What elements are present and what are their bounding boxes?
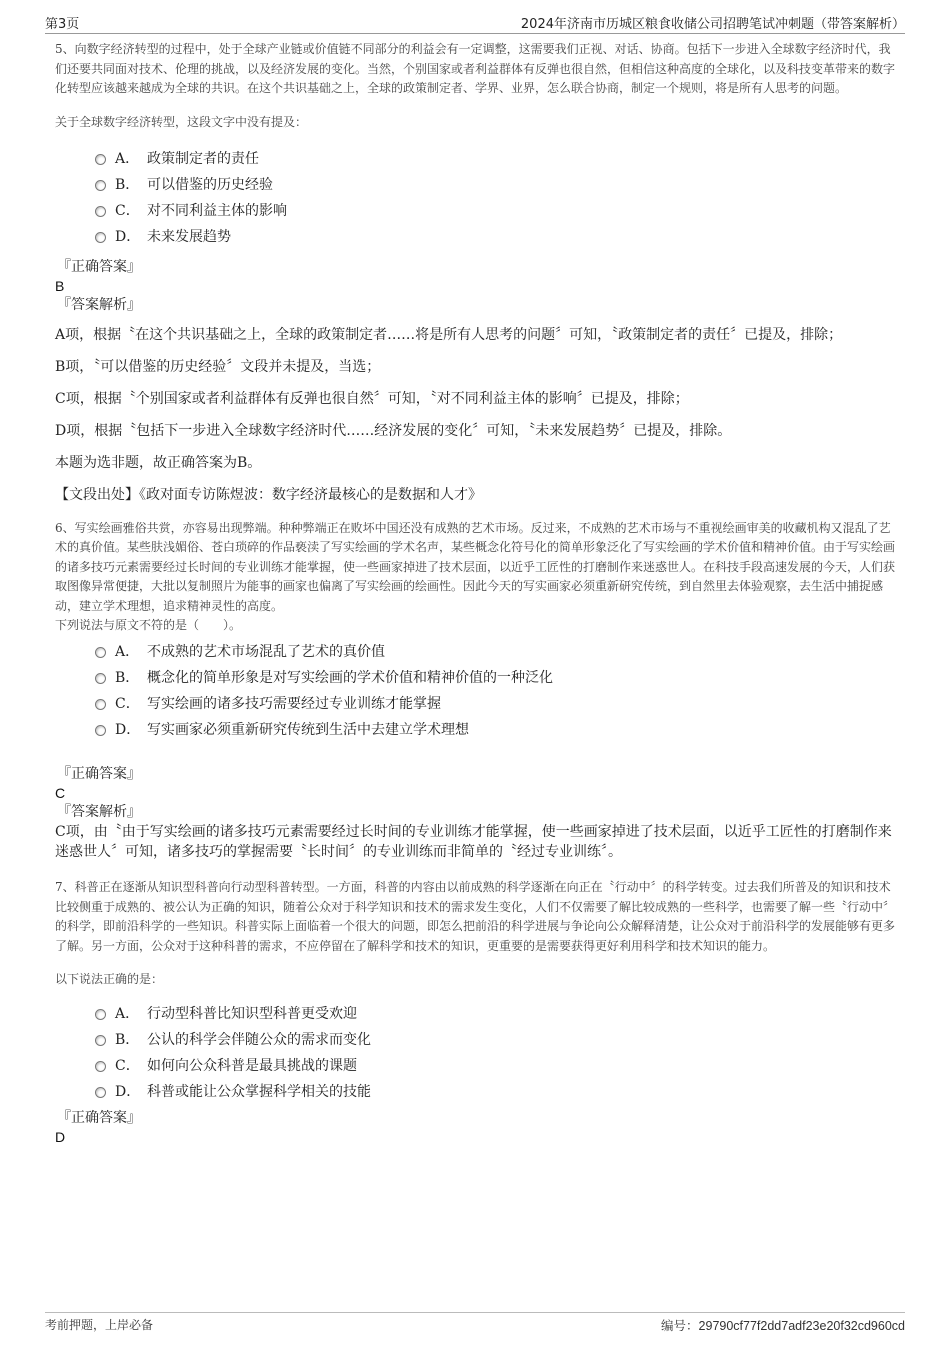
page-content	[55, 40, 900, 1147]
question-5	[55, 40, 900, 505]
analysis-conclusion: 本题为选非题，故正确答案为B。	[55, 454, 262, 471]
question-text: 6、写实绘画雅俗共赏，亦容易出现弊端。种种弊端正在败坏中国还没有成熟的艺术市场。反过来，不成熟的艺术市场与不重视绘画审美的收藏机构又混乱了艺术的真价值。某些肤浅媚俗、苍白琐碎的作品亵渎了写实绘画的学术名声，某些概念化符号化的简单形象泛化了写实绘画的学术价值和精神价值。由于写实绘画的诸多技巧元素需要经过长时间的专业训练才能掌握，使一些画家掉进了技术层面，以近乎工匠性的打磨制作来迷惑世人。在科技手段高速发展的今天，人们获取图像异常便捷，大批以复制照片为能事的画家也偏离了写实绘画的绘画性。因此今天的写实画家必须重新研究传统，到自然里去体验观察，去生活中捕捉感动，建立学术理想，追求精神灵性的高度。	[55, 520, 896, 613]
option-c[interactable]: C． 对不同利益主体的影响	[95, 198, 900, 224]
footer-slogan: 考前押题，上岸必备	[45, 1318, 154, 1332]
correct-answer-heading: 『正确答案』	[57, 258, 141, 275]
radio-button[interactable]	[95, 699, 106, 710]
option-d[interactable]: D． 写实画家必须重新研究传统到生活中去建立学术理想	[95, 717, 900, 743]
question-prompt: 以下说法正确的是：	[55, 972, 164, 986]
correct-answer: B	[55, 277, 65, 294]
option-list	[95, 146, 900, 250]
question-text: 7、科普正在逐渐从知识型科普向行动型科普转型。一方面，科普的内容由以前成熟的科学逐渐在向正在〝行动中〞的科学转变。过去我们所普及的知识和技术比较侧重于成熟的、被公认为正确的知识，随着公众对于科学知识和技术的需求发生变化，人们不仅需要了解比较成熟的一些科学，也需要了解一些〝行动中〞的科学，即前沿科学的一些知识。科普实际上面临着一个很大的问题，即怎么把前沿的科学进展与争论向公众解释清楚，让公众对于前沿科学的发展能够有更多了解。另一方面，公众对于这种科普的需求，不应停留在了解科学和技术的知识，更重要的是需要获得更好利用科学和技术知识的能力。	[55, 880, 896, 953]
radio-button[interactable]	[95, 206, 106, 217]
analysis-heading: 『答案解析』	[57, 804, 141, 820]
page-number: 第3页	[45, 17, 80, 32]
question-prompt: 关于全球数字经济转型，这段文字中没有提及：	[55, 114, 308, 129]
option-d[interactable]: D． 未来发展趋势	[95, 224, 900, 250]
analysis-body	[55, 325, 900, 473]
question-6	[55, 519, 900, 863]
page-header	[45, 12, 905, 34]
document-title: 2024年济南市历城区粮食收储公司招聘笔试冲刺题（带答案解析）	[520, 17, 905, 32]
radio-button[interactable]	[95, 1009, 106, 1020]
option-c[interactable]: C． 如何向公众科普是最具挑战的课题	[95, 1053, 900, 1079]
option-list	[95, 1001, 900, 1105]
page-footer	[45, 1312, 905, 1334]
radio-button[interactable]	[95, 180, 106, 191]
option-a[interactable]: A． 行动型科普比知识型科普更受欢迎	[95, 1001, 900, 1027]
analysis-body	[55, 822, 900, 862]
option-a[interactable]: A． 政策制定者的责任	[95, 146, 900, 172]
question-text: 5、向数字经济转型的过程中，处于全球产业链或价值链不同部分的利益会有一定调整，这需要我们正视、对话、协商。包括下一步进入全球数字经济时代，我们还要共同面对技术、伦理的挑战，以及经济发展的变化。当然，个别国家或者利益群体有反弹也很自然，但相信这种高度的全球化，以及科技变革带来的数字化转型应该越来越成为全球的共识。在这个共识基础之上，全球的政策制定者、学界、业界，怎么联合协商，制定一个规则，将是所有人思考的问题。	[55, 42, 896, 95]
radio-button[interactable]	[95, 725, 106, 736]
correct-answer-heading: 『正确答案』	[57, 766, 141, 782]
passage-source: 【文段出处】《政对面专访陈煜波：数字经济最核心的是数据和人才》	[55, 486, 482, 503]
radio-button[interactable]	[95, 673, 106, 684]
document-code: 编号：29790cf77f2dd7adf23e20f32cd960cd	[661, 1319, 905, 1333]
option-c[interactable]: C． 写实绘画的诸多技巧需要经过专业训练才能掌握	[95, 691, 900, 717]
radio-button[interactable]	[95, 154, 106, 165]
correct-answer-heading: 『正确答案』	[57, 1110, 141, 1126]
option-d[interactable]: D． 科普或能让公众掌握科学相关的技能	[95, 1079, 900, 1105]
option-b[interactable]: B． 概念化的简单形象是对写实绘画的学术价值和精神价值的一种泛化	[95, 665, 900, 691]
correct-answer: D	[55, 1129, 66, 1145]
option-b[interactable]: B． 可以借鉴的历史经验	[95, 172, 900, 198]
analysis-heading: 『答案解析』	[57, 296, 141, 313]
radio-button[interactable]	[95, 1087, 106, 1098]
radio-button[interactable]	[95, 1061, 106, 1072]
question-7	[55, 878, 900, 1147]
radio-button[interactable]	[95, 1035, 106, 1046]
question-prompt: 下列说法与原文不符的是（ ）。	[55, 618, 242, 632]
analysis-item-a: A项，根据〝在这个共识基础之上，全球的政策制定者……将是所有人思考的问题〞可知，〝政策制定者的责任〞已提及，排除；	[55, 326, 843, 343]
option-b[interactable]: B． 公认的科学会伴随公众的需求而变化	[95, 1027, 900, 1053]
analysis-text: C项，由〝由于写实绘画的诸多技巧元素需要经过长时间的专业训练才能掌握，使一些画家掉进了技术层面，以近乎工匠性的打磨制作来迷惑世人〞可知，诸多技巧的掌握需要〝长时间〞的专业训练而非简单的〝经过专业训练〞。	[55, 824, 892, 860]
option-list	[95, 639, 900, 743]
radio-button[interactable]	[95, 647, 106, 658]
analysis-item-c: C项，根据〝个别国家或者利益群体有反弹也很自然〞可知，〝对不同利益主体的影响〞已提及，排除；	[55, 390, 689, 407]
option-a[interactable]: A． 不成熟的艺术市场混乱了艺术的真价值	[95, 639, 900, 665]
analysis-item-d: D项，根据〝包括下一步进入全球数字经济时代……经济发展的变化〞可知，〝未来发展趋势〞已提及，排除。	[55, 422, 732, 439]
radio-button[interactable]	[95, 232, 106, 243]
analysis-item-b: B项，〝可以借鉴的历史经验〞文段并未提及，当选；	[55, 358, 381, 375]
correct-answer: C	[55, 785, 66, 801]
